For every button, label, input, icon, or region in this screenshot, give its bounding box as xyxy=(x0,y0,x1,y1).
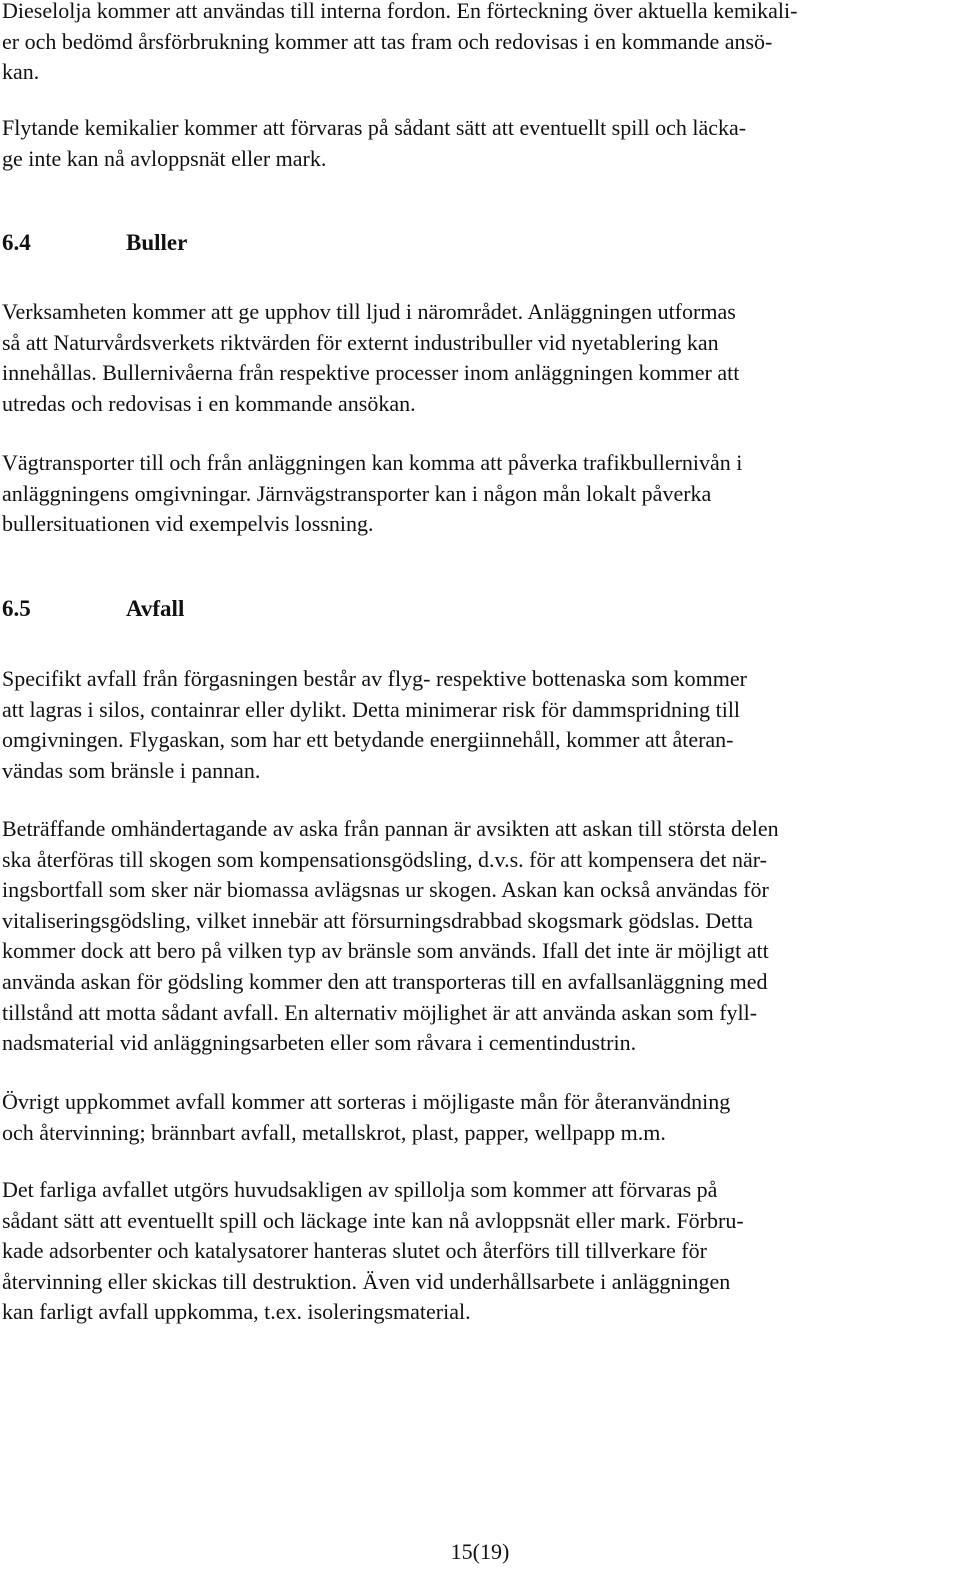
text-line: kade adsorbenter och katalysatorer hanteras slutet och återförs till tillverkare för xyxy=(2,1238,707,1264)
text-line: så att Naturvårdsverkets riktvärden för externt industribuller vid nyetablering kan xyxy=(2,329,719,355)
text-line: ska återföras till skogen som kompensationsgödsling, d.v.s. för att kompensera det när- xyxy=(2,846,767,872)
text-line: Övrigt uppkommet avfall kommer att sorteras i möjligaste mån för återanvändning xyxy=(2,1089,731,1114)
page-number: 15(19) xyxy=(450,1539,510,1564)
text-line: tillstånd att motta sådant avfall. En alternativ möjlighet är att använda askan som fyll- xyxy=(2,999,758,1025)
text-line: använda askan för gödsling kommer den att transporteras till en avfallsanläggning med xyxy=(2,968,768,994)
text-line: utredas och redovisas i en kommande ansökan. xyxy=(2,390,416,416)
section-heading-buller xyxy=(2,228,187,258)
section-number: 6.5 xyxy=(2,596,31,621)
text-line: och återvinning; brännbart avfall, metallskrot, plast, papper, wellpapp m.m. xyxy=(2,1119,666,1145)
text-line: anläggningens omgivningar. Järnvägstransporter kan i någon mån lokalt påverka xyxy=(2,480,712,506)
text-line: ingsbortfall som sker när biomassa avlägsnas ur skogen. Askan kan också användas för xyxy=(2,877,769,903)
section-title: Buller xyxy=(126,230,188,255)
section-title: Avfall xyxy=(126,596,185,621)
paragraph-avfall-2 xyxy=(2,814,952,1059)
text-line: Beträffande omhändertagande av aska från pannan är avsikten att askan till största delen xyxy=(2,816,779,841)
text-line: er och bedömd årsförbrukning kommer att tas fram och redovisas i en kommande ansö- xyxy=(2,28,773,54)
text-line: nadsmaterial vid anläggningsarbeten eller som råvara i cementindustrin. xyxy=(2,1030,637,1056)
text-line: vitaliseringsgödsling, vilket innebär att försurningsdrabbad skogsmark gödslas. Detta xyxy=(2,907,753,933)
text-line: att lagras i silos, containrar eller dylikt. Detta minimerar risk för dammspridning till xyxy=(2,696,741,722)
text-line: ge inte kan nå avloppsnät eller mark. xyxy=(2,145,327,171)
paragraph-chemicals-diesel xyxy=(2,0,952,88)
text-line: kommer dock att bero på vilken typ av bränsle som används. Ifall det inte är möjligt att xyxy=(2,938,769,964)
text-line: omgivningen. Flygaskan, som har ett betydande energiinnehåll, kommer att återan- xyxy=(2,727,734,753)
text-line: Verksamheten kommer att ge upphov till ljud i närområdet. Anläggningen utformas xyxy=(2,299,736,324)
text-line: kan. xyxy=(2,59,40,85)
text-line: bullersituationen vid exempelvis lossning. xyxy=(2,511,374,537)
paragraph-avfall-1 xyxy=(2,664,952,786)
text-line: Dieselolja kommer att användas till interna fordon. En förteckning över aktuella kemikali- xyxy=(2,0,798,23)
text-line: vändas som bränsle i pannan. xyxy=(2,757,261,783)
paragraph-buller-1 xyxy=(2,297,952,419)
paragraph-chemicals-storage xyxy=(2,113,952,174)
section-heading-avfall xyxy=(2,594,184,624)
paragraph-avfall-4 xyxy=(2,1175,952,1328)
paragraph-avfall-3 xyxy=(2,1087,952,1148)
text-line: kan farligt avfall uppkomma, t.ex. isoleringsmaterial. xyxy=(2,1299,471,1325)
section-number: 6.4 xyxy=(2,230,31,255)
text-line: återvinning eller skickas till destruktion. Även vid underhållsarbete i anläggningen xyxy=(2,1268,731,1294)
text-line: sådant sätt att eventuellt spill och läckage inte kan nå avloppsnät eller mark. Förbru- xyxy=(2,1207,744,1233)
text-line: Det farliga avfallet utgörs huvudsakligen av spillolja som kommer att förvaras på xyxy=(2,1177,718,1202)
text-line: Flytande kemikalier kommer att förvaras på sådant sätt att eventuellt spill och läcka- xyxy=(2,115,747,140)
text-line: Vägtransporter till och från anläggningen kan komma att påverka trafikbullernivån i xyxy=(2,450,743,475)
paragraph-buller-2 xyxy=(2,448,952,540)
text-line: innehållas. Bullernivåerna från respektive processer inom anläggningen kommer att xyxy=(2,360,740,386)
text-line: Specifikt avfall från förgasningen består av flyg- respektive bottenaska som kommer xyxy=(2,666,747,691)
